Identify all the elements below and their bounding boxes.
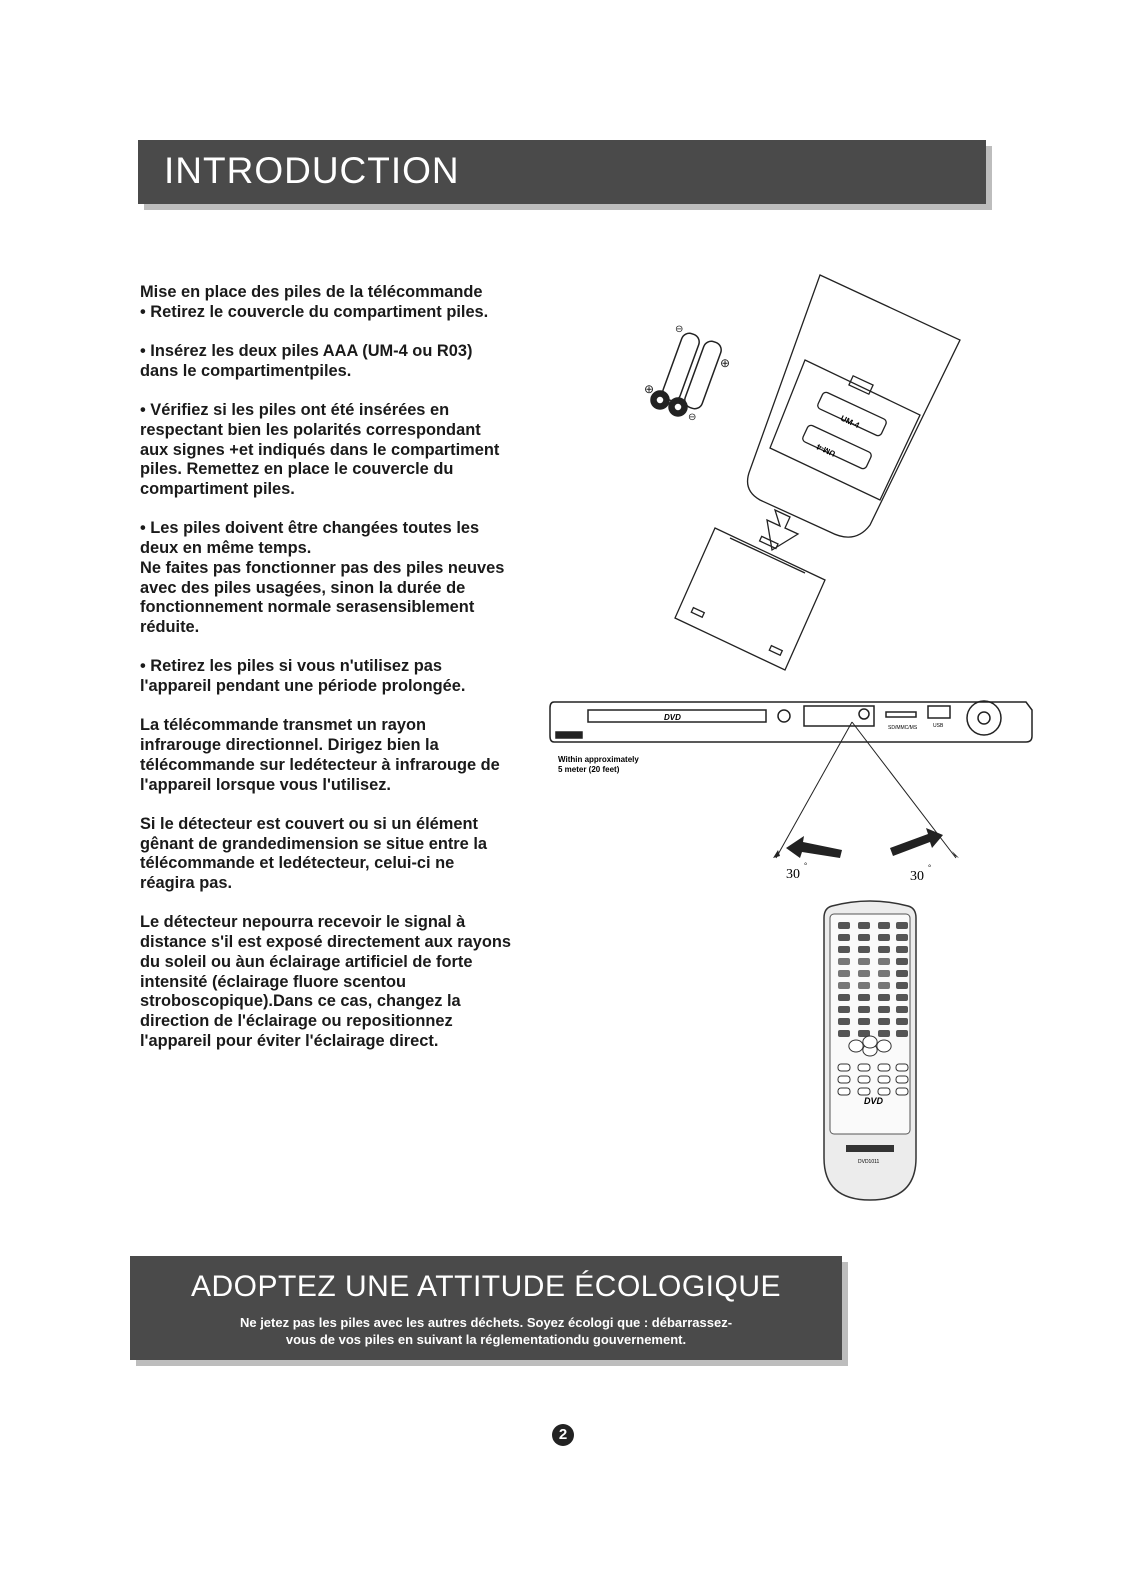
range-text: 5 meter (20 feet): [558, 765, 620, 774]
svg-text:⊕: ⊕: [644, 382, 655, 396]
remote-model: DVD1011: [858, 1159, 880, 1165]
text-line: • Retirez les piles si vous n'utilisez pas: [140, 657, 443, 676]
remote-button: [858, 958, 870, 965]
remote-button: [896, 1006, 908, 1013]
text-line: stroboscopique).Dans ce cas, changez la: [140, 992, 461, 1011]
remote-button: [858, 922, 870, 929]
remote-button: [896, 934, 908, 941]
battery-cover-outline: [675, 528, 825, 670]
remote-button: [878, 1088, 890, 1095]
text-line: • Retirez le couvercle du compartiment piles.: [140, 302, 489, 321]
paragraph-replace-together: [140, 519, 570, 637]
eco-line: Ne jetez pas les piles avec les autres déchets. Soyez écologi que : débarrassez-: [239, 1315, 733, 1330]
remote-button: [896, 994, 908, 1001]
text-line: compartiment piles.: [140, 480, 295, 498]
remote-button: [838, 982, 850, 989]
remote-button: [878, 1006, 890, 1013]
remote-button: [896, 1030, 908, 1037]
remote-button: [838, 946, 850, 953]
text-line: direction de l'éclairage ou repositionnez: [140, 1011, 453, 1030]
battery-label: UM-4: [815, 441, 837, 459]
player-slot-label: SD/MMC/MS: [888, 725, 918, 731]
remote-button: [838, 1030, 850, 1037]
text-line: Ne faites pas fonctionner pas des piles neuves: [140, 558, 505, 577]
svg-text:⊖: ⊖: [688, 412, 697, 423]
arrow-down-icon: [767, 510, 798, 550]
text-line: Si le détecteur est couvert ou si un élément: [140, 814, 478, 833]
remote-button: [858, 934, 870, 941]
ir-range-illustration: [548, 700, 1040, 890]
remote-button: [858, 994, 870, 1001]
angle-label-right: 30: [910, 869, 924, 884]
section-title: INTRODUCTION: [164, 150, 460, 191]
remote-button: [838, 1018, 850, 1025]
degree-symbol: °: [804, 861, 808, 870]
beam-arrowhead-icon: [773, 850, 780, 858]
remote-button: [878, 946, 890, 953]
remote-button: [858, 982, 870, 989]
remote-button: [858, 1006, 870, 1013]
remote-button: [878, 1018, 890, 1025]
remote-button: [896, 1076, 908, 1083]
text-line: télécommande sur ledétecteur à infrarouge de: [140, 755, 500, 774]
remote-button: [838, 958, 850, 965]
aaa-batteries-icon: [644, 324, 730, 423]
player-usb-label: USB: [933, 723, 944, 729]
text-line: Le détecteur nepourra recevoir le signal à: [140, 913, 466, 932]
remote-nav-button: [863, 1036, 877, 1048]
remote-button: [838, 1064, 850, 1071]
remote-button: [878, 958, 890, 965]
eco-line: vous de vos piles en suivant la réglementationdu gouvernement.: [285, 1332, 687, 1347]
remote-brand-label: [846, 1145, 894, 1152]
remote-button: [838, 970, 850, 977]
page-number: 2: [552, 1424, 574, 1446]
text-line: gênant de grandedimension se situe entre la: [140, 834, 488, 853]
remote-button: [838, 1076, 850, 1083]
battery-label: UM-4: [839, 413, 861, 431]
remote-button: [858, 946, 870, 953]
paragraph-insert-batteries: [140, 342, 570, 381]
text-line: du soleil ou àun éclairage artificiel de forte: [140, 952, 473, 971]
text-line: • Les piles doivent être changées toutes les: [140, 519, 480, 538]
text-line: piles. Remettez en place le couvercle du: [140, 460, 454, 479]
battery-installation-illustration: [630, 270, 970, 690]
remote-nav-button: [849, 1040, 863, 1052]
eco-banner: [130, 1256, 842, 1360]
remote-button: [896, 922, 908, 929]
remote-button: [878, 994, 890, 1001]
remote-button: [858, 970, 870, 977]
text-line: Mise en place des piles de la télécommande: [140, 283, 483, 301]
range-text: Within approximately: [558, 755, 639, 764]
remote-button: [838, 994, 850, 1001]
remote-button: [838, 1088, 850, 1095]
remote-button: [858, 1088, 870, 1095]
remote-button: [896, 970, 908, 977]
paragraph-direct-light: [140, 913, 570, 1051]
text-line: fonctionnement normale serasensiblement: [140, 598, 475, 617]
text-line: l'appareil lorsque vous l'utilisez.: [140, 775, 391, 794]
text-line: aux signes +et indiqués dans le compartiment: [140, 440, 500, 459]
remote-button: [858, 1018, 870, 1025]
remote-back-outline: [748, 275, 960, 537]
remote-control-illustration: [820, 898, 920, 1210]
eco-title: ADOPTEZ UNE ATTITUDE ÉCOLOGIQUE: [190, 1270, 781, 1303]
remote-button: [896, 946, 908, 953]
text-line: l'appareil pendant une période prolongée.: [140, 677, 466, 695]
text-line: • Insérez les deux piles AAA (UM-4 ou R03): [140, 342, 473, 361]
text-line: infrarouge directionnel. Dirigez bien la: [140, 736, 439, 755]
remote-button: [838, 1006, 850, 1013]
remote-button: [878, 970, 890, 977]
angle-label-left: 30: [786, 867, 800, 882]
remote-button: [896, 1018, 908, 1025]
text-line: avec des piles usagées, sinon la durée de: [140, 578, 466, 597]
text-line: distance s'il est exposé directement aux rayons: [140, 933, 512, 952]
remote-button: [878, 1076, 890, 1083]
text-line: télécommande et ledétecteur, celui-ci ne: [140, 854, 455, 873]
eco-text: [130, 1314, 842, 1348]
svg-text:⊕: ⊕: [720, 356, 731, 370]
remote-button: [896, 958, 908, 965]
remote-button: [878, 982, 890, 989]
text-line: respectant bien les polarités correspondant: [140, 420, 481, 439]
section-header-banner: [138, 140, 986, 204]
remote-button: [838, 922, 850, 929]
remote-button: [896, 1064, 908, 1071]
text-line: deux en même temps.: [140, 539, 312, 558]
paragraph-remove-batteries: [140, 657, 570, 696]
remote-button: [878, 1064, 890, 1071]
player-logo: DVD: [664, 713, 681, 722]
text-line: réduite.: [140, 617, 200, 636]
paragraph-polarity: [140, 401, 570, 500]
text-line: réagira pas.: [140, 874, 233, 892]
remote-button: [878, 934, 890, 941]
text-line: intensité (éclairage fluore scentou: [140, 972, 406, 991]
degree-symbol: °: [928, 863, 932, 872]
text-line: dans le compartimentpiles.: [140, 361, 352, 380]
paragraph-sensor-blocked: [140, 815, 570, 894]
remote-button: [858, 1064, 870, 1071]
remote-button: [858, 1076, 870, 1083]
remote-button: [896, 982, 908, 989]
text-line: l'appareil pour éviter l'éclairage direct.: [140, 1031, 439, 1050]
remote-button: [838, 934, 850, 941]
remote-button: [896, 1088, 908, 1095]
remote-logo: DVD: [864, 1096, 884, 1106]
svg-text:⊖: ⊖: [675, 324, 684, 335]
dvd-player-front: [550, 701, 1032, 742]
instructions-text: [140, 283, 570, 1071]
remote-nav-button: [877, 1040, 891, 1052]
curved-arrow-left-icon: [786, 836, 842, 858]
curved-arrow-right-icon: [890, 828, 943, 856]
paragraph-battery-install: [140, 283, 570, 322]
remote-button: [878, 922, 890, 929]
paragraph-infrared-direction: [140, 716, 570, 795]
text-line: • Vérifiez si les piles ont été insérées en: [140, 401, 450, 420]
text-line: La télécommande transmet un rayon: [140, 716, 427, 735]
remote-button: [878, 1030, 890, 1037]
